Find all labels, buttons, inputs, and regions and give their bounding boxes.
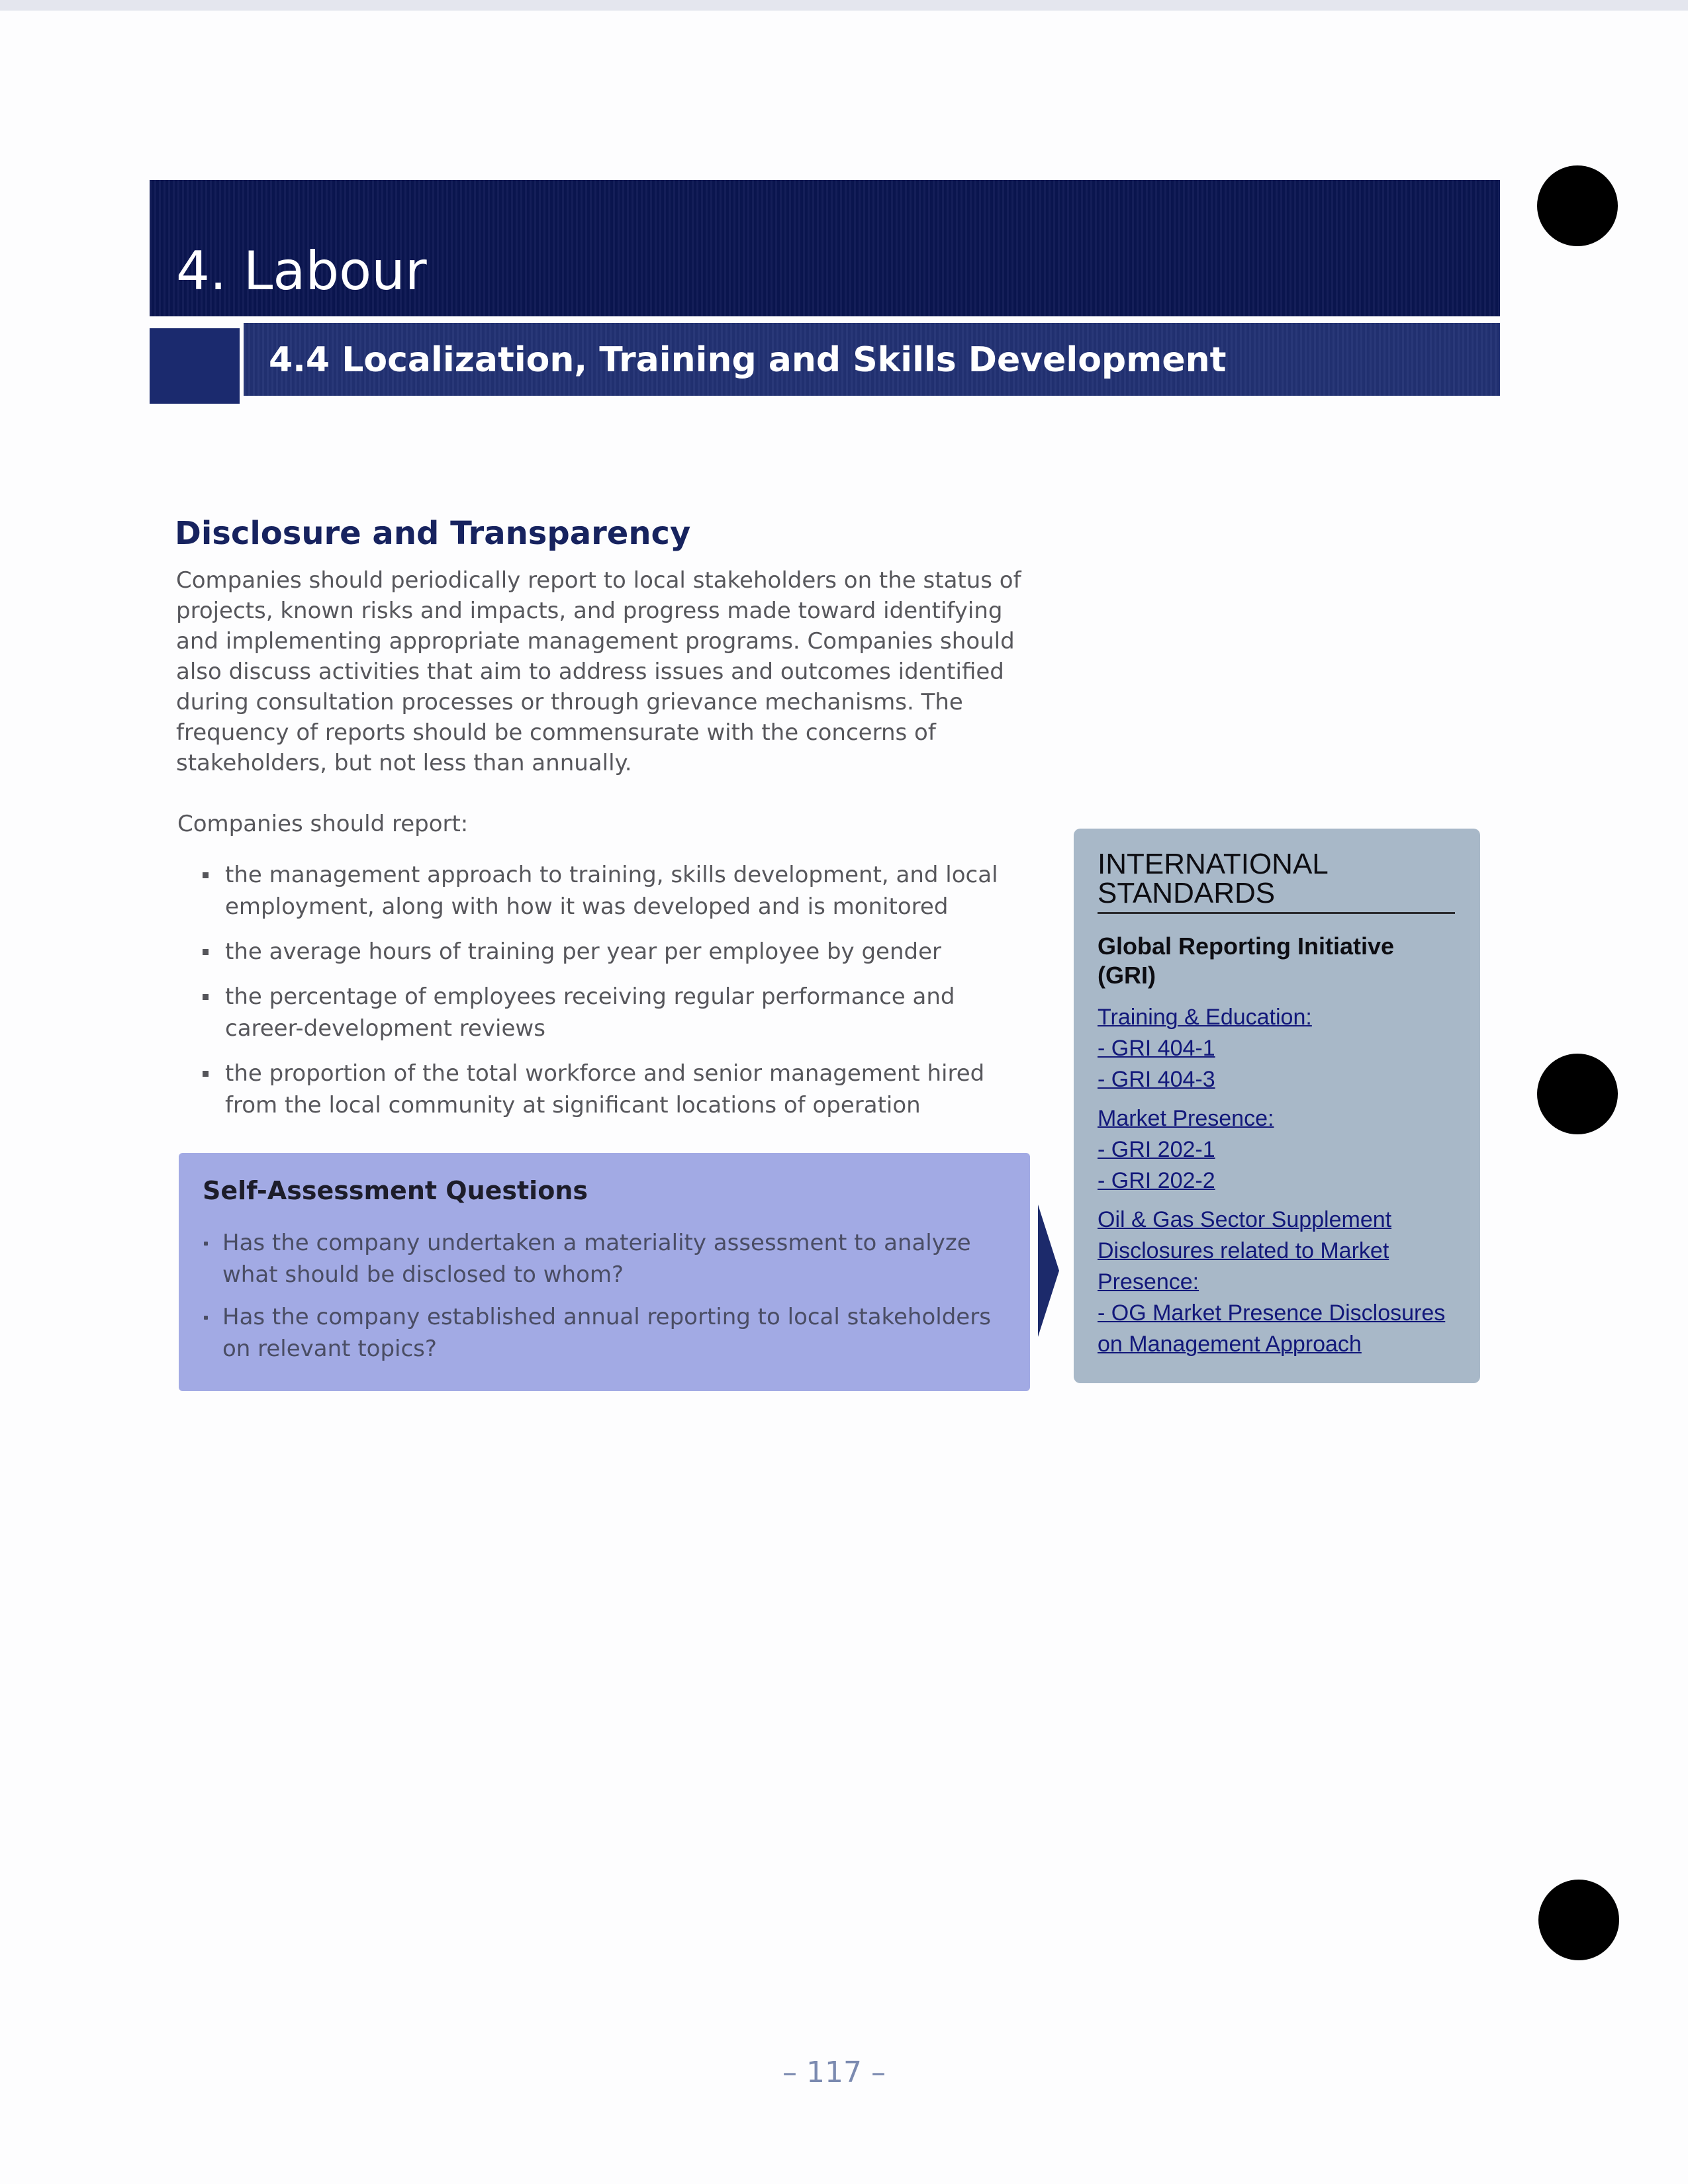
self-assessment-question: Has the company undertaken a materiality assessment to analyze what should be disclosed to whom? (199, 1227, 1013, 1291)
self-assessment-box (179, 1153, 1030, 1391)
link-og-sector-supplement[interactable]: Oil & Gas Sector Supplement Disclosures related to Market Presence: (1098, 1207, 1392, 1295)
chapter-banner (150, 180, 1500, 316)
self-assessment-title: Self-Assessment Questions (203, 1176, 588, 1205)
binder-hole-middle (1537, 1054, 1618, 1134)
binder-hole-top (1537, 165, 1618, 246)
pointer-arrow-icon (1038, 1205, 1059, 1337)
report-list (199, 859, 1039, 1134)
standards-links (1098, 1002, 1468, 1368)
standards-group-training (1098, 1002, 1468, 1095)
standards-organization: Global Reporting Initiative (GRI) (1098, 933, 1395, 989)
link-gri-202-1[interactable]: - GRI 202-1 (1098, 1137, 1215, 1162)
disclosure-heading: Disclosure and Transparency (175, 515, 691, 552)
report-item: the average hours of training per year per employee by gender (199, 936, 1039, 968)
link-gri-404-1[interactable]: - GRI 404-1 (1098, 1036, 1215, 1061)
page-number: – 117 – (782, 2056, 886, 2089)
report-item: the management approach to training, skills development, and local employment, along with how it was developed and is monitored (199, 859, 1039, 923)
standards-title: INTERNATIONAL STANDARDS (1098, 850, 1455, 914)
link-gri-202-2[interactable]: - GRI 202-2 (1098, 1168, 1215, 1193)
report-item: the proportion of the total workforce and senior management hired from the local community at significant locations of operation (199, 1058, 1039, 1121)
standards-group-market (1098, 1103, 1468, 1197)
binder-hole-bottom (1538, 1880, 1619, 1960)
link-gri-404-3[interactable]: - GRI 404-3 (1098, 1067, 1215, 1092)
standards-group-oil-gas (1098, 1205, 1468, 1360)
self-assessment-question: Has the company established annual reporting to local stakeholders on relevant topics? (199, 1301, 1013, 1365)
disclosure-paragraph: Companies should periodically report to local stakeholders on the status of projects, known risks and impacts, and progress made toward identifying and implementing appropriate management programs. Companies should also discuss activities that aim to address issues and outcomes identified during consultation processes or through grievance mechanisms. The frequency of reports should be commensurate with the concerns of stakeholders, but not less than annually. (176, 567, 1021, 776)
international-standards-box (1074, 829, 1480, 1383)
report-intro: Companies should report: (177, 811, 469, 837)
report-item: the percentage of employees receiving regular performance and career-development reviews (199, 981, 1039, 1044)
section-title: 4.4 Localization, Training and Skills Development (269, 340, 1227, 380)
section-banner (244, 323, 1500, 396)
link-og-market-presence-dma[interactable]: - OG Market Presence Disclosures on Management Approach (1098, 1300, 1446, 1357)
chapter-title: 4. Labour (176, 240, 427, 302)
link-market-presence[interactable]: Market Presence: (1098, 1106, 1274, 1131)
link-training-education[interactable]: Training & Education: (1098, 1005, 1312, 1030)
self-assessment-list (199, 1227, 1013, 1375)
section-banner-tab (150, 328, 240, 404)
page-top-edge (0, 0, 1688, 11)
